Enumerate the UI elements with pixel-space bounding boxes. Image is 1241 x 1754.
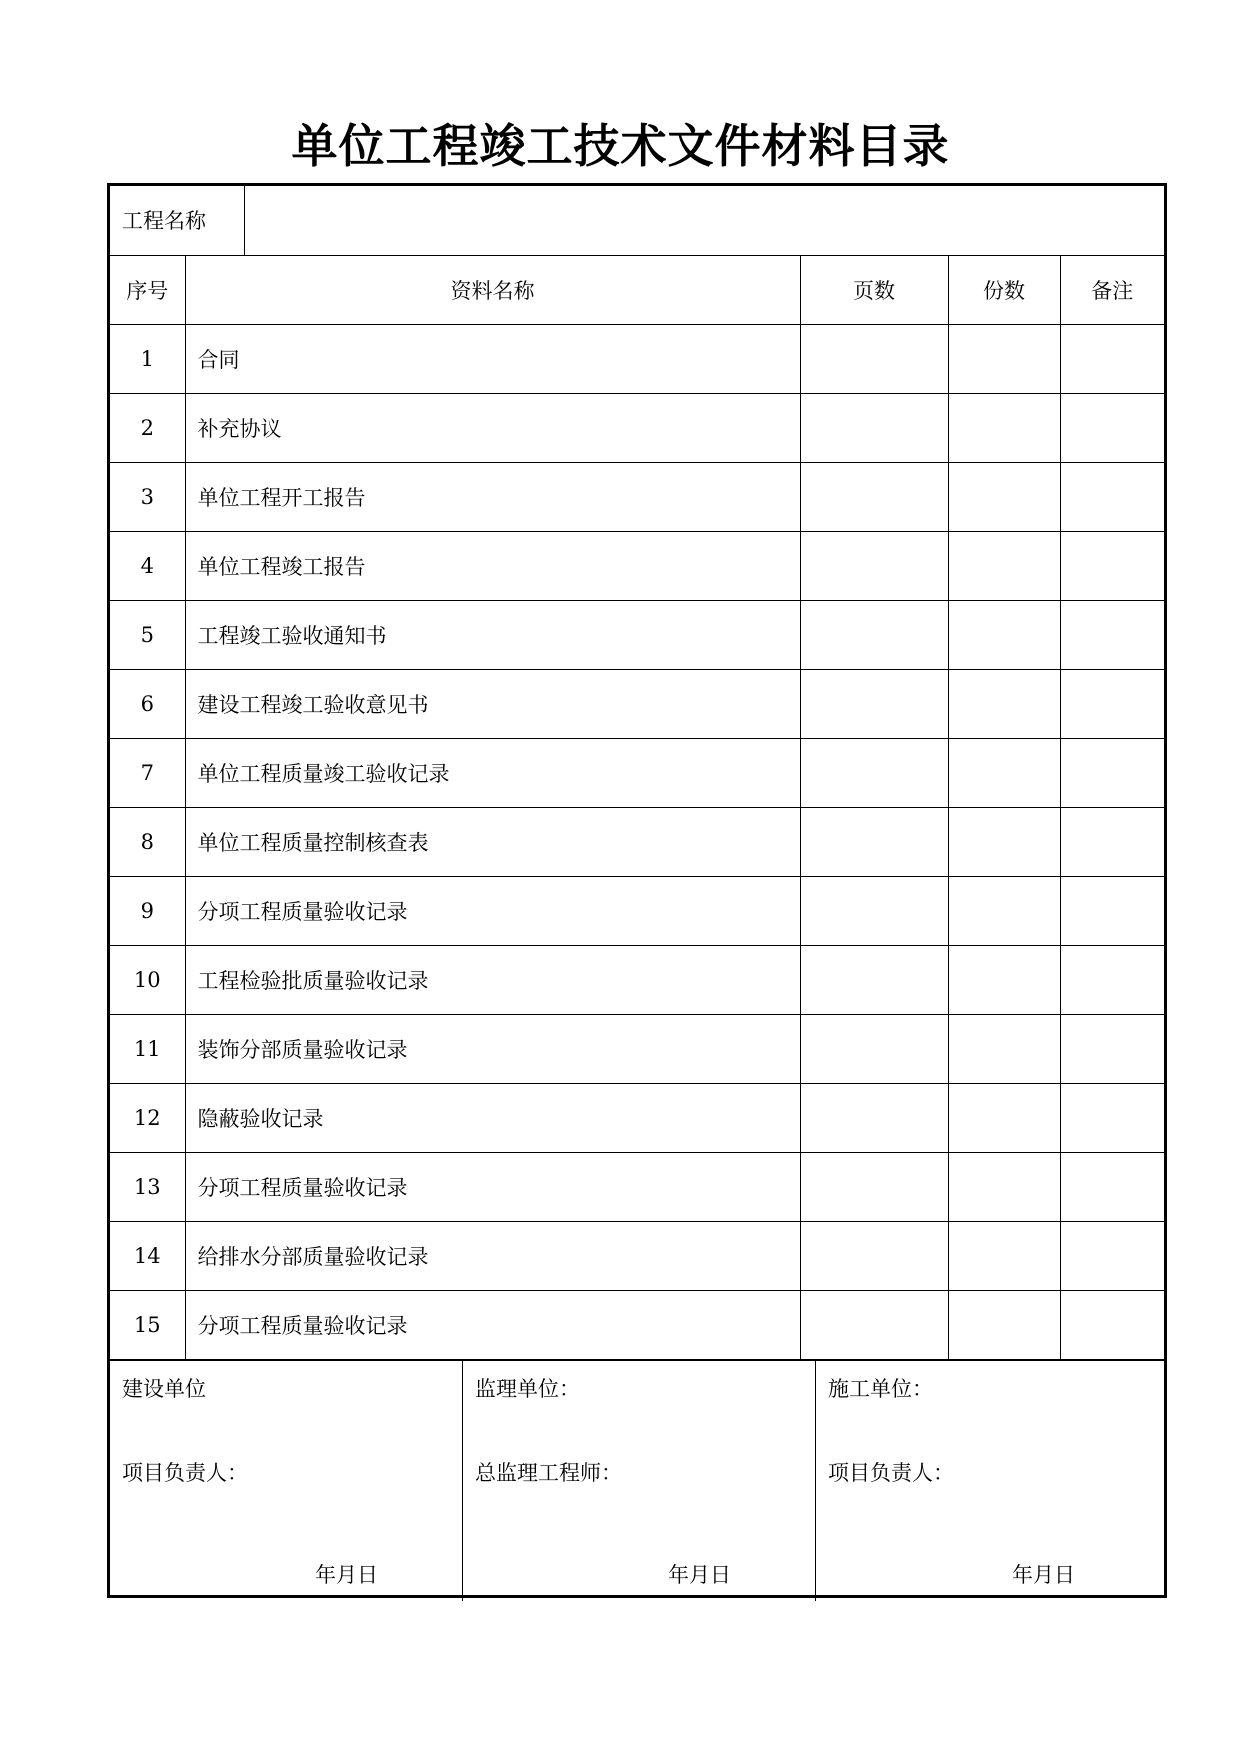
row-number: 5 [110, 600, 185, 669]
row-number: 13 [110, 1152, 185, 1221]
row-remarks-cell[interactable] [1060, 876, 1164, 945]
contractor-date-label: 年月日 [1012, 1562, 1075, 1587]
row-copies-cell[interactable] [948, 462, 1060, 531]
row-pages-cell[interactable] [800, 324, 948, 393]
row-number: 7 [110, 738, 185, 807]
builder-signature [110, 1361, 462, 1601]
supervisor-person-label: 总监理工程师： [475, 1460, 622, 1485]
row-copies-cell[interactable] [948, 1083, 1060, 1152]
row-pages-cell[interactable] [800, 1221, 948, 1290]
table-row [110, 324, 1164, 393]
project-name-row [110, 186, 1164, 255]
row-copies-cell[interactable] [948, 807, 1060, 876]
row-remarks-cell[interactable] [1060, 531, 1164, 600]
row-document-name: 工程检验批质量验收记录 [185, 945, 800, 1014]
row-document-name: 分项工程质量验收记录 [185, 1290, 800, 1359]
table-row [110, 669, 1164, 738]
row-document-name: 单位工程竣工报告 [185, 531, 800, 600]
row-document-name: 建设工程竣工验收意见书 [185, 669, 800, 738]
row-pages-cell[interactable] [800, 945, 948, 1014]
row-copies-cell[interactable] [948, 945, 1060, 1014]
row-copies-cell[interactable] [948, 1221, 1060, 1290]
contractor-unit-label: 施工单位： [828, 1376, 933, 1401]
row-document-name: 合同 [185, 324, 800, 393]
row-remarks-cell[interactable] [1060, 462, 1164, 531]
row-number: 14 [110, 1221, 185, 1290]
row-number: 8 [110, 807, 185, 876]
row-remarks-cell[interactable] [1060, 324, 1164, 393]
row-pages-cell[interactable] [800, 807, 948, 876]
header-no: 序号 [110, 255, 185, 324]
row-remarks-cell[interactable] [1060, 807, 1164, 876]
table-row [110, 1290, 1164, 1359]
table-row [110, 945, 1164, 1014]
row-pages-cell[interactable] [800, 600, 948, 669]
row-remarks-cell[interactable] [1060, 393, 1164, 462]
table-row [110, 1083, 1164, 1152]
row-document-name: 分项工程质量验收记录 [185, 1152, 800, 1221]
row-document-name: 单位工程质量控制核查表 [185, 807, 800, 876]
row-number: 1 [110, 324, 185, 393]
builder-unit-label: 建设单位 [122, 1376, 206, 1401]
row-document-name: 隐蔽验收记录 [185, 1083, 800, 1152]
row-remarks-cell[interactable] [1060, 1221, 1164, 1290]
row-pages-cell[interactable] [800, 1014, 948, 1083]
row-document-name: 工程竣工验收通知书 [185, 600, 800, 669]
builder-person-label: 项目负责人： [122, 1460, 248, 1485]
supervisor-signature [462, 1361, 815, 1601]
header-row [110, 255, 1164, 324]
supervisor-date-label: 年月日 [668, 1562, 731, 1587]
catalog-table [110, 186, 1164, 1360]
row-pages-cell[interactable] [800, 1290, 948, 1359]
table-row [110, 738, 1164, 807]
table-row [110, 600, 1164, 669]
builder-date-label: 年月日 [315, 1562, 378, 1587]
row-document-name: 给排水分部质量验收记录 [185, 1221, 800, 1290]
contractor-person-label: 项目负责人： [828, 1460, 954, 1485]
row-copies-cell[interactable] [948, 324, 1060, 393]
row-number: 15 [110, 1290, 185, 1359]
row-remarks-cell[interactable] [1060, 945, 1164, 1014]
row-document-name: 补充协议 [185, 393, 800, 462]
table-row [110, 1152, 1164, 1221]
row-remarks-cell[interactable] [1060, 1290, 1164, 1359]
header-remarks: 备注 [1060, 255, 1164, 324]
row-number: 3 [110, 462, 185, 531]
row-remarks-cell[interactable] [1060, 669, 1164, 738]
row-number: 10 [110, 945, 185, 1014]
row-number: 9 [110, 876, 185, 945]
row-number: 2 [110, 393, 185, 462]
row-remarks-cell[interactable] [1060, 1014, 1164, 1083]
row-number: 4 [110, 531, 185, 600]
row-copies-cell[interactable] [948, 738, 1060, 807]
row-copies-cell[interactable] [948, 393, 1060, 462]
row-pages-cell[interactable] [800, 531, 948, 600]
row-copies-cell[interactable] [948, 531, 1060, 600]
row-copies-cell[interactable] [948, 1152, 1060, 1221]
supervisor-unit-label: 监理单位： [475, 1376, 580, 1401]
row-pages-cell[interactable] [800, 876, 948, 945]
table-row [110, 1014, 1164, 1083]
row-number: 11 [110, 1014, 185, 1083]
row-pages-cell[interactable] [800, 393, 948, 462]
contractor-signature [815, 1361, 1164, 1601]
table-row [110, 1221, 1164, 1290]
row-document-name: 分项工程质量验收记录 [185, 876, 800, 945]
row-number: 12 [110, 1083, 185, 1152]
project-name-field[interactable] [244, 186, 1164, 255]
row-remarks-cell[interactable] [1060, 738, 1164, 807]
row-pages-cell[interactable] [800, 1152, 948, 1221]
row-copies-cell[interactable] [948, 669, 1060, 738]
table-row [110, 876, 1164, 945]
signature-section [110, 1360, 1164, 1601]
project-name-label: 工程名称 [110, 186, 244, 255]
row-pages-cell[interactable] [800, 738, 948, 807]
row-document-name: 单位工程质量竣工验收记录 [185, 738, 800, 807]
row-pages-cell[interactable] [800, 669, 948, 738]
table-row [110, 462, 1164, 531]
row-copies-cell[interactable] [948, 876, 1060, 945]
row-document-name: 装饰分部质量验收记录 [185, 1014, 800, 1083]
row-copies-cell[interactable] [948, 1290, 1060, 1359]
catalog-form [107, 183, 1167, 1598]
row-remarks-cell[interactable] [1060, 1083, 1164, 1152]
row-copies-cell[interactable] [948, 1014, 1060, 1083]
header-copies: 份数 [948, 255, 1060, 324]
row-pages-cell[interactable] [800, 1083, 948, 1152]
row-pages-cell[interactable] [800, 462, 948, 531]
row-document-name: 单位工程开工报告 [185, 462, 800, 531]
row-remarks-cell[interactable] [1060, 1152, 1164, 1221]
row-remarks-cell[interactable] [1060, 600, 1164, 669]
row-copies-cell[interactable] [948, 600, 1060, 669]
header-name: 资料名称 [185, 255, 800, 324]
document-title: 单位工程竣工技术文件材料目录 [291, 119, 950, 173]
row-number: 6 [110, 669, 185, 738]
table-row [110, 807, 1164, 876]
table-row [110, 393, 1164, 462]
header-pages: 页数 [800, 255, 948, 324]
table-row [110, 531, 1164, 600]
